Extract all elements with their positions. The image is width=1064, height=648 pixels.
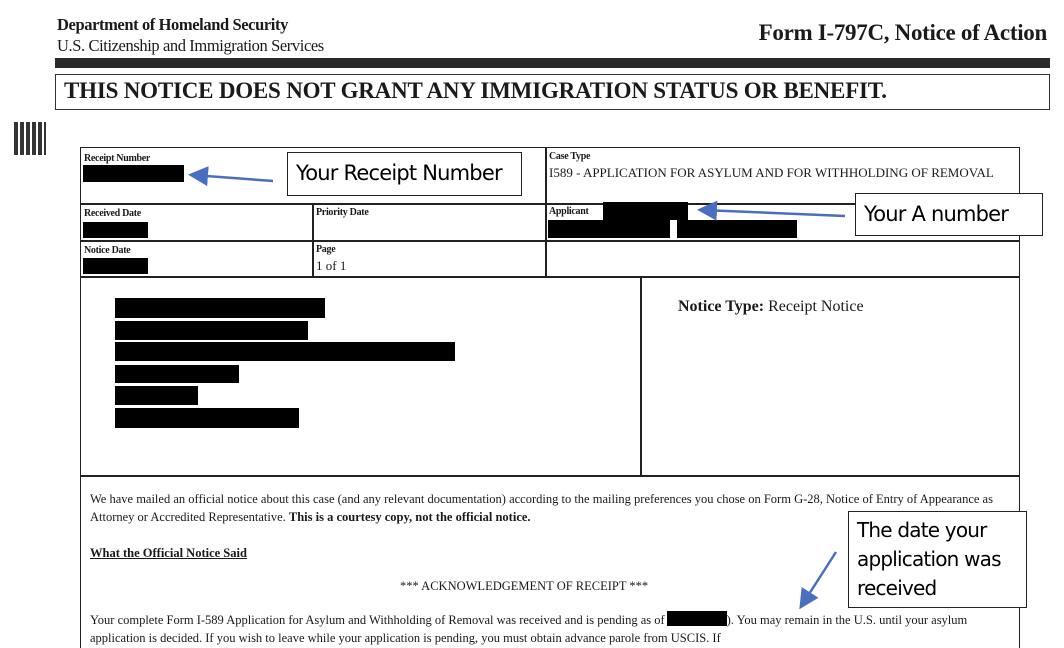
form-title: Form I-797C, Notice of Action (758, 20, 1047, 45)
receipt-number-label: Receipt Number (84, 153, 151, 164)
notice-type-value: Receipt Notice (768, 298, 864, 315)
arrow-icon (702, 210, 845, 216)
banner: THIS NOTICE DOES NOT GRANT ANY IMMIGRATION STATUS OR BENEFIT. (55, 74, 1050, 110)
acknowledgement-heading: *** ACKNOWLEDGEMENT OF RECEIPT *** (400, 579, 649, 593)
arrow-icon (193, 175, 273, 181)
subagency-name: U.S. Citizenship and Immigration Services (57, 36, 324, 55)
courtesy-text: We have mailed an official notice about this case (and any relevant documentation) according to the mailing preferences you chose on Form G-28, Notice of Entry of Appearance as Attorney or Accredited Representative. (90, 492, 993, 524)
section-heading: What the Official Notice Said (90, 546, 247, 560)
notice-type-label: Notice Type: (678, 298, 765, 315)
case-type-label: Case Type (549, 151, 591, 162)
arrow-icon (802, 552, 836, 605)
pending-text-2: ). You may remain in the U.S. until your asylum application is decided. If you wish to leave while your application is pending, you must obtain advance parole from USCIS. If (90, 613, 968, 645)
received-date-label: Received Date (84, 208, 141, 219)
applicant-label: Applicant (549, 206, 589, 217)
a-number-callout: Your A number (855, 193, 1043, 236)
page-label: Page (316, 244, 336, 255)
date-callout: The date your application was received (848, 511, 1027, 608)
courtesy-bold: This is a courtesy copy, not the official notice. (288, 510, 531, 524)
page-value: 1 of 1 (316, 258, 347, 273)
agency-name: Department of Homeland Security (57, 15, 288, 34)
pending-text: Your complete Form I-589 Application for Asylum and Withholding of Removal was received and is pending as of (90, 613, 665, 627)
priority-date-label: Priority Date (316, 207, 369, 218)
notice-date-label: Notice Date (84, 245, 131, 256)
receipt-number-callout: Your Receipt Number (287, 152, 522, 196)
case-type-value: I589 - APPLICATION FOR ASYLUM AND FOR WITHHOLDING OF REMOVAL (549, 165, 994, 180)
